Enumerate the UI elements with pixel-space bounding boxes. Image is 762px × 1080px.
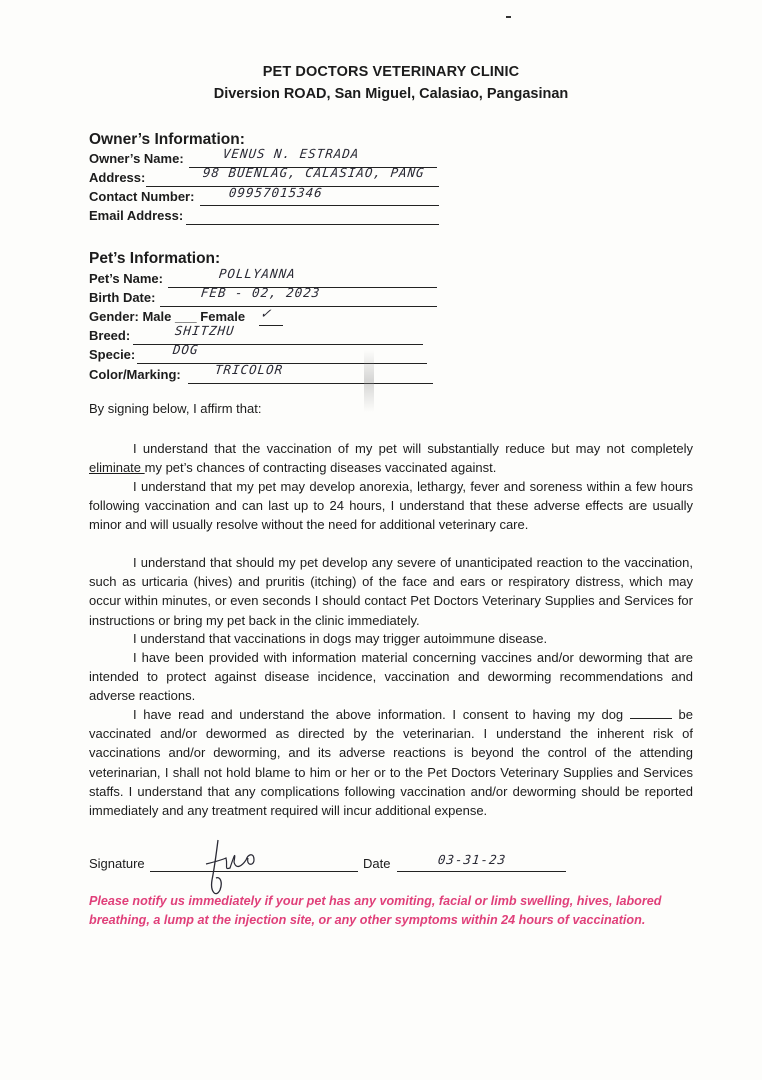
pet-specie-value: DOG: [172, 342, 200, 357]
pet-breed-field: [89, 323, 425, 347]
pet-color-field: [89, 362, 435, 386]
date-label: Date: [363, 856, 391, 871]
pet-breed-value: SHITZHU: [174, 323, 236, 338]
pet-specie-label: Specie:: [89, 347, 136, 362]
signature-label: Signature: [89, 856, 145, 871]
pet-birthdate-label: Birth Date:: [89, 290, 156, 305]
owner-email-field: [89, 208, 441, 227]
dog-name-blank: [630, 708, 672, 719]
owner-email-label: Email Address:: [89, 208, 184, 223]
clinic-name: PET DOCTORS VETERINARY CLINIC: [262, 64, 520, 80]
owner-address-label: Address:: [89, 170, 146, 185]
consent-paragraph-2: I understand that my pet may develop anorexia, lethargy, fever and soreness within a few hours following vaccination and can last up to 24 hours, I understand that these adverse effects are usually minor and will usually resolve without the need for additional veterinary care.: [89, 479, 693, 533]
owner-contact-label: Contact Number:: [89, 189, 195, 204]
female-check-mark: ✓: [260, 304, 272, 322]
consent-paragraph-1: I understand that the vaccination of my pet will substantially reduce but may not completely eliminate my pet’s chances of contracting diseases vaccinated against.: [89, 441, 693, 476]
pet-color-label: Color/Marking:: [89, 367, 181, 382]
consent-paragraph-6: I have read and understand the above information. I consent to having my dog be vaccinated and/or dewormed as directed by the veterinarian. I understand the inherent risk of vaccinations and/or deworming, and its adverse reactions is beyond the control of the attending veterinarian, I shall not hold blame to him or her or to the Pet Doctors Veterinary Supplies and Services staffs. I understand that any complications following vaccination and/or deworming should be reported immediately and any treatment required will incur additional expense.: [89, 707, 693, 819]
consent-paragraph-4: I understand that vaccinations in dogs may trigger autoimmune disease.: [133, 631, 548, 646]
post-vaccination-notice: Please notify us immediately if your pet has any vomiting, facial or limb swelling, hives, labored breathing, a lump at the injection site, or any other symptoms within 24 hours of vaccination.: [89, 894, 662, 927]
scan-mark: [506, 16, 511, 18]
owner-name-value: VENUS N. ESTRADA: [222, 146, 361, 161]
pet-gender-label: Gender: Male ___ Female: [89, 309, 246, 324]
scan-smudge: [364, 350, 374, 412]
clinic-address: Diversion ROAD, San Miguel, Calasiao, Pangasinan: [213, 86, 569, 102]
pet-name-value: POLLYANNA: [218, 266, 297, 281]
pet-color-value: TRICOLOR: [214, 362, 285, 377]
consent-paragraph-3: I understand that should my pet develop any severe of unanticipated reaction to the vaccination, such as urticaria (hives) and pruritis (itching) of the face and ears or respiratory distress, which may occur within minutes, or even seconds I should contact Pet Doctors Veterinary Supplies and Services for instructions or bring my pet back in the clinic immediately.: [89, 555, 693, 628]
date-line: [397, 871, 566, 872]
pet-breed-label: Breed:: [89, 328, 131, 343]
pet-section-title: Pet’s Information:: [89, 250, 221, 267]
pet-birthdate-value: FEB - 02, 2023: [200, 285, 322, 300]
owner-address-value: 98 BUENLAG, CALASIAO, PANG: [202, 165, 426, 180]
date-value: 03-31-23: [437, 852, 508, 867]
owner-contact-field: [89, 185, 441, 208]
owner-name-label: Owner’s Name:: [89, 151, 184, 166]
affirm-intro: By signing below, I affirm that:: [89, 401, 262, 416]
owner-contact-value: 09957015346: [228, 185, 324, 200]
consent-paragraph-5: I have been provided with information material concerning vaccines and/or deworming that are intended to protect against disease incidence, vaccination and deworming recommendations and adverse reactions.: [89, 650, 693, 704]
owner-section-title: Owner’s Information:: [89, 131, 245, 148]
pet-name-label: Pet’s Name:: [89, 271, 163, 286]
